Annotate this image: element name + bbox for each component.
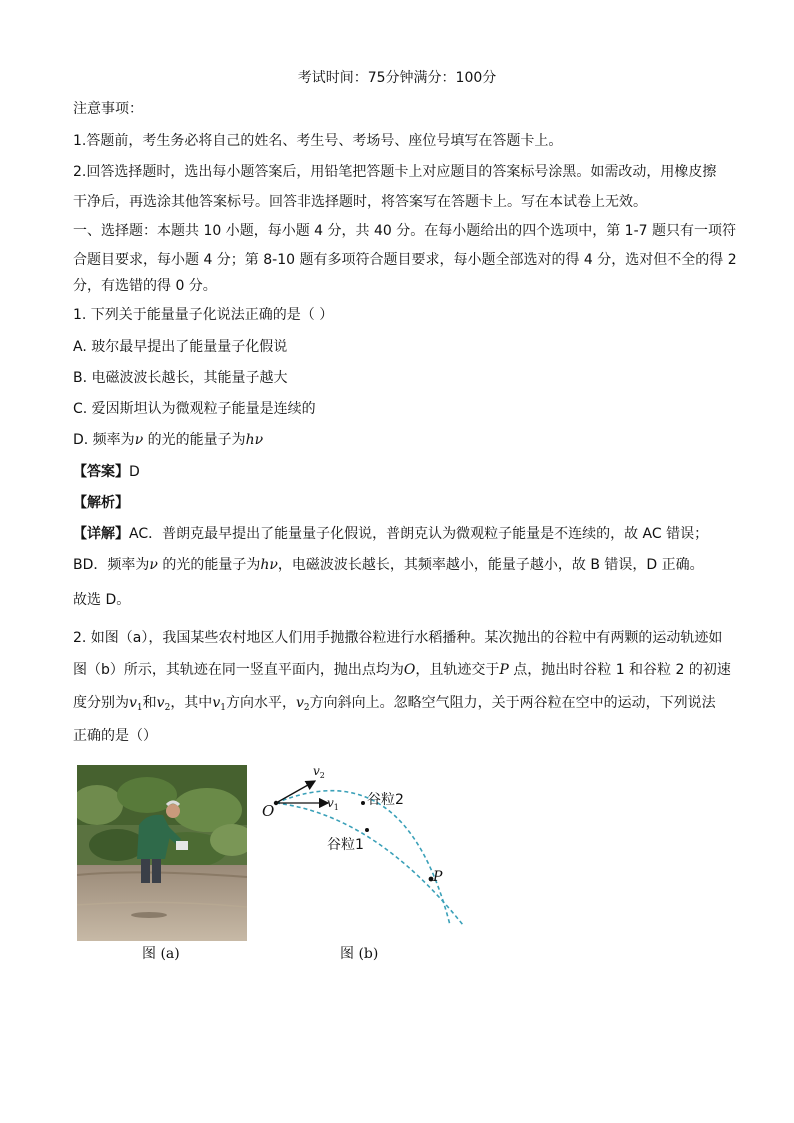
q2-line-1: 2. 如图（a），我国某些农村地区人们用手抛撒谷粒进行水稻播种。某次抛出的谷粒中有两颗的运动轨迹如 [73,630,723,646]
analysis-tag: 【解析】 [73,495,129,511]
answer-tag: 【答案】 [73,464,129,480]
trajectory-grain-2 [276,791,450,925]
q2-text: 图（b）所示，其轨迹在同一竖直平面内，抛出点均为 [73,662,404,678]
v1-symbol: $v_1$ [129,695,143,713]
h-nu-symbol: hν [260,557,278,573]
q1-option-a: A. 玻尔最早提出了能量量子化假说 [73,339,288,355]
detail-2-prefix: BD．频率为 [73,557,150,573]
v1-symbol: $v_1$ [212,695,226,713]
q2-text: 方向斜向上。忽略空气阻力，关于两谷粒在空中的运动，下列说法 [309,695,716,711]
label-grain-2: 谷粒2 [367,792,404,808]
q2-text: 点，抛出时谷粒 1 和谷粒 2 的初速 [508,662,731,678]
notice-item-2-line-1: 2.回答选择题时，选出每小题答案后，用铅笔把答题卡上对应题目的答案标号涂黑。如需改动，用橡皮擦 [73,164,717,180]
q1-answer [73,462,140,482]
q1-option-d [73,430,263,450]
q1-conclusion: 故选 D。 [73,592,131,608]
notice-title: 注意事项： [73,101,143,117]
label-v1: $v_1$ [327,796,339,812]
q2-text: 和 [142,695,157,711]
notice-item-2-line-2: 干净后，再选涂其他答案标号。回答非选择题时，将答案写在答题卡上。写在本试卷上无效。 [73,194,647,210]
q1-option-b: B. 电磁波波长越长，其能量子越大 [73,370,288,386]
label-grain-1: 谷粒1 [327,837,364,853]
v2-symbol: $v_2$ [295,695,310,713]
label-o: O [262,802,275,820]
figure-b-trajectory-diagram [255,760,480,935]
nu-symbol: ν [149,557,158,573]
exam-time-header: 考试时间：75分钟满分：100分 [297,70,497,86]
q2-text: 度分别为 [73,695,129,711]
nu-symbol: ν [134,432,144,448]
q1-detail-1 [73,524,708,544]
q2-text: ，其中 [170,695,213,711]
velocity-v2-arrow [276,781,315,803]
figure-a-photo [77,765,247,941]
q2-line-4: 正确的是（） [73,728,157,744]
label-v2: $v_2$ [313,764,325,780]
q2-text: 方向水平， [225,695,296,711]
detail-text-1: AC．普朗克最早提出了能量量子化假说，普朗克认为微观粒子能量是不连续的，故 AC 错误； [129,526,709,542]
section-1-line-3: 分，有选错的得 0 分。 [73,278,217,294]
detail-2-mid: 的光的能量子为 [157,557,261,573]
grain-1-marker [365,828,369,832]
detail-tag: 【详解】 [73,526,129,542]
detail-2-post: ，电磁波波长越长，其频率越小，能量子越小，故 B 错误，D 正确。 [277,557,704,573]
answer-value: D [129,464,140,480]
q1-option-c: C. 爱因斯坦认为微观粒子能量是连续的 [73,401,316,417]
q1-option-d-mid: 的光的能量子为 [143,432,246,448]
h-nu-symbol: hν [245,432,264,448]
notice-item-1: 1.答题前，考生务必将自己的姓名、考生号、考场号、座位号填写在答题卡上。 [73,133,563,149]
section-1-line-1: 一、选择题：本题共 10 小题，每小题 4 分，共 40 分。在每小题给出的四个选项中，第 1-7 题只有一项符 [73,223,737,239]
point-p: P [499,662,509,678]
figure-a-caption: 图 (a) [142,946,180,962]
v2-symbol: $v_2$ [156,695,171,713]
label-p: P [433,869,443,885]
point-o: O [403,662,416,678]
q1-detail-2 [73,555,704,575]
q1-option-d-prefix: D. 频率为 [73,432,135,448]
origin-point [274,801,278,805]
grain-2-marker [361,801,365,805]
q1-stem: 1. 下列关于能量量子化说法正确的是（ ） [73,307,334,323]
q2-line-2 [73,660,731,680]
figure-b-caption: 图 (b) [340,946,379,962]
section-1-line-2: 合题目要求，每小题 4 分；第 8-10 题有多项符合题目要求，每小题全部选对的得 4 分，选对但不全的得 2 [73,252,737,268]
q2-text: ，且轨迹交于 [415,662,500,678]
q2-line-3 [73,693,716,718]
trajectory-grain-1 [276,803,463,925]
